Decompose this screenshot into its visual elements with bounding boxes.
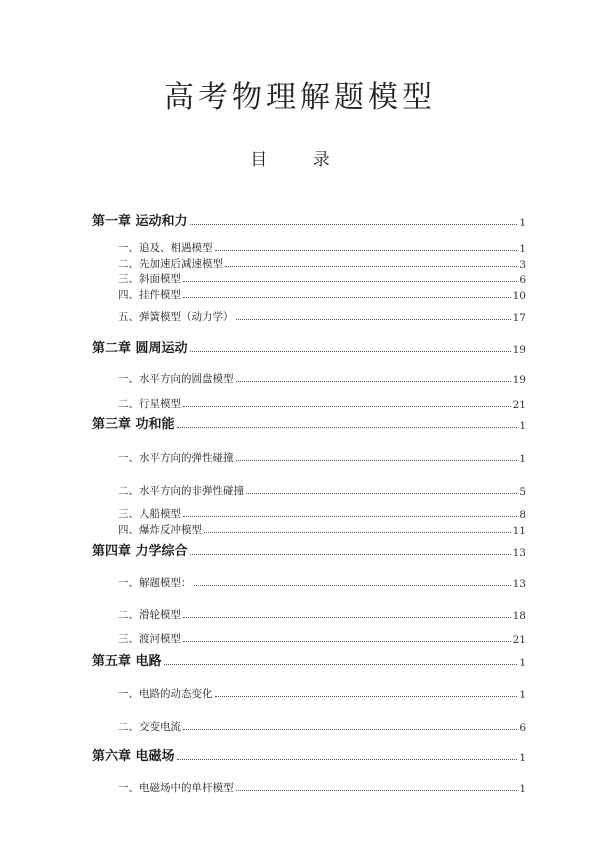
toc-section [0,368,600,386]
toc-entry-label: 第五章 电路 [92,654,162,669]
toc-entry-label: 五、弹簧模型（动力学） [118,311,234,323]
toc-chapter-5 [0,651,600,669]
toc-entry-label: 一、水平方向的圆盘模型 [118,373,234,385]
toc-page-number: 10 [512,290,526,302]
toc-page-number: 1 [519,752,526,764]
toc-page-number: 3 [519,259,526,271]
toc-leader-dots [215,249,518,251]
toc-entry-label: 第四章 力学综合 [92,544,188,559]
toc-leader-dots [183,515,517,517]
toc-leader-dots [177,758,518,760]
toc-entry-label: 三、斜面模型 [118,273,181,285]
toc-chapter-2 [0,338,600,356]
toc-section [0,480,600,498]
toc-leader-dots [236,459,518,461]
toc-leader-dots [183,640,511,642]
toc-page-number: 8 [519,509,526,521]
toc-page-number: 6 [519,722,526,734]
toc-page-number: 1 [519,783,526,795]
toc-section [0,628,600,646]
toc-leader-dots [177,426,518,428]
toc-page-number: 13 [512,578,526,590]
toc-section [0,447,600,465]
toc-entry-label: 第二章 圆周运动 [92,341,188,356]
toc-leader-dots [183,405,511,407]
toc-page-number: 21 [512,634,526,646]
toc-leader-dots [183,728,517,730]
toc-section [0,604,600,622]
toc-entry-label: 二、水平方向的非弹性碰撞 [118,485,244,497]
toc-leader-dots [194,584,511,586]
toc-entry-label: 三、渡河模型 [118,633,181,645]
toc-page-number: 17 [512,312,526,324]
toc-page-number: 13 [512,547,526,559]
toc-entry-label: 一、电路的动态变化 [118,688,213,700]
toc-entry-label: 一、解题模型： [118,577,192,589]
toc-page-number: 1 [519,420,526,432]
toc-leader-dots [164,663,518,665]
toc-page-number: 18 [512,610,526,622]
toc-entry-label: 第三章 功和能 [92,417,175,432]
document-title: 高考物理解题模型 [164,80,436,115]
toc-leader-dots [190,350,511,352]
toc-chapter-3 [0,414,600,432]
toc-page-number: 19 [512,374,526,386]
toc-page-number: 1 [519,217,526,229]
toc-leader-dots [246,492,517,494]
toc-chapter-6 [0,746,600,764]
toc-entry-label: 四、挂件模型 [118,289,181,301]
toc-section [0,777,600,795]
toc-page-number: 1 [519,453,526,465]
toc-entry-label: 二、行星模型 [118,398,181,410]
toc-entry-label: 一、电磁场中的单杆模型 [118,782,234,794]
toc-entry-label: 第一章 运动和力 [92,214,188,229]
toc-chapter-1 [0,211,600,229]
toc-entry-label: 一、水平方向的弹性碰撞 [118,452,234,464]
toc-section [0,393,600,411]
toc-leader-dots [190,553,511,555]
toc-page-number: 19 [512,344,526,356]
toc-page-number: 1 [519,689,526,701]
toc-leader-dots [236,318,511,320]
toc-section [0,284,600,302]
toc-leader-dots [204,531,511,533]
toc-section [0,572,600,590]
toc-leader-dots [225,265,517,267]
toc-heading: 目 录 [250,150,350,170]
toc-leader-dots [183,616,511,618]
toc-page-number: 21 [512,399,526,411]
toc-section [0,683,600,701]
toc-leader-dots [236,380,511,382]
toc-leader-dots [183,296,511,298]
toc-leader-dots [236,789,518,791]
toc-chapter-4 [0,541,600,559]
toc-page-number: 1 [519,657,526,669]
toc-entry-label: 四、爆炸反冲模型 [118,524,202,536]
toc-page-number: 6 [519,274,526,286]
toc-entry-label: 第六章 电磁场 [92,749,175,764]
toc-page-number: 11 [512,525,526,537]
toc-entry-label: 二、滑轮模型 [118,609,181,621]
toc-section [0,519,600,537]
toc-entry-label: 三、人船模型 [118,508,181,520]
toc-entry-label: 二、先加速后减速模型 [118,258,223,270]
toc-section [0,716,600,734]
toc-page-number: 1 [519,243,526,255]
toc-entry-label: 二、交变电流 [118,721,181,733]
toc-section [0,306,600,324]
toc-leader-dots [190,223,518,225]
toc-entry-label: 一、追及、相遇模型 [118,242,213,254]
toc-leader-dots [183,280,517,282]
toc-leader-dots [215,695,518,697]
toc-page-number: 5 [519,486,526,498]
